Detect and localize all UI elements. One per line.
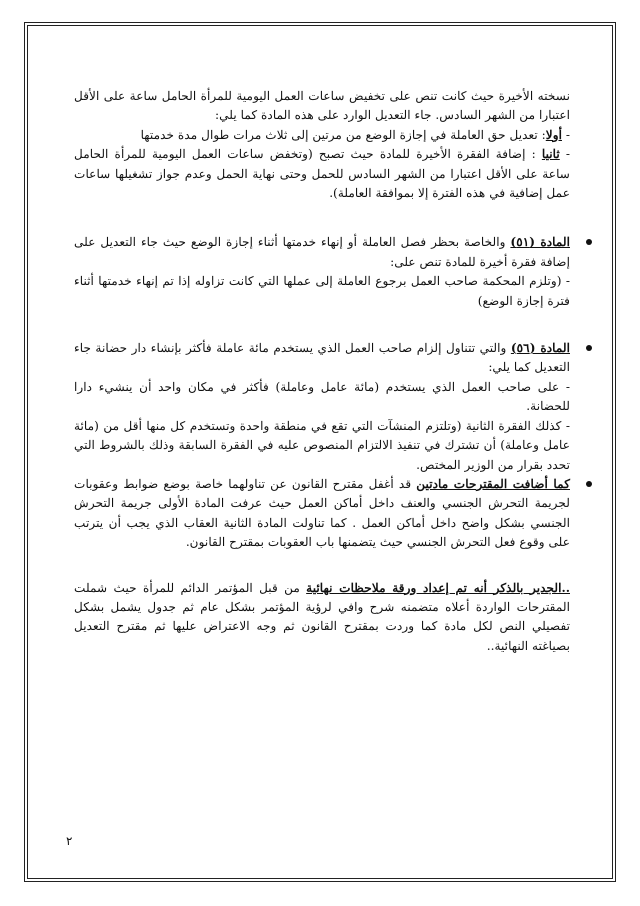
bullet-article-56 xyxy=(74,339,570,475)
article-51-text: والخاصة بحظر فصل العاملة أو إنهاء خدمتها أثناء إجازة الوضع حيث جاء التعديل على إضافة فقرة أخيرة للمادة تنص على: xyxy=(74,235,570,269)
bullet-icon xyxy=(586,481,592,487)
article-51-label: المادة (٥١) xyxy=(510,235,570,250)
page-number: ٢ xyxy=(66,834,73,848)
second-amendment: - ثانيا : إضافة الفقرة الأخيرة للمادة حيث تصبح (وتخفض ساعات العمل اليومية للمرأة الحامل ساعة على الأقل اعتبارا من الشهر السادس للحمل وحتى نهاية الحمل وعدم جواز تشغيلها ساعات عمل إضافية في هذه الفترة إلا بموافقة العاملة). xyxy=(74,147,571,201)
second-label: ثانيا xyxy=(541,147,560,162)
first-text: : تعديل حق العاملة في إجازة الوضع من مرتين إلى ثلاث مرات طوال مدة خدمتها xyxy=(140,127,546,142)
article-56-label: المادة (٥٦) xyxy=(510,341,570,356)
article-56-sub2: - كذلك الفقرة الثانية (وتلتزم المنشآت التي تقع في منطقة واحدة وتستخدم كل منها أقل من (مائة عامل وعاملة) أن تشترك في تنفيذ الالتزام المنصوص عليه في الفقرة السابقة وذلك بالشروط التي تحدد بقرار من الوزير المختص. xyxy=(74,418,570,472)
article-56-text: والتي تتناول إلزام صاحب العمل الذي يستخدم مائة عاملة فأكثر بإنشاء دار حضانة جاء التعديل كما يلي: xyxy=(74,341,570,375)
second-text: : إضافة الفقرة الأخيرة للمادة حيث تصبح (وتخفض ساعات العمل اليومية للمرأة الحامل ساعة على الأقل اعتبارا من الشهر السادس للحمل وحتى نهاية الحمل وعدم جواز تشغيلها ساعات عمل إضافية في هذه الفترة إلا بموافقة العاملة). xyxy=(74,147,570,201)
closing-label: ..الجدير بالذكر أنه تم إعداد ورقة ملاحظات نهائية xyxy=(306,580,570,595)
article-56-sub1: - على صاحب العمل الذي يستخدم (مائة عامل وعاملة) فأكثر في مكان واحد أن ينشيء دارا للحضانة. xyxy=(74,379,570,414)
intro-paragraph: نسخته الأخيرة حيث كانت تنص على تخفيض ساعات العمل اليومية للمرأة الحامل ساعة على الأقل اعتبارا من الشهر السادس. جاء التعديل الوارد على هذه المادة كما يلي: xyxy=(74,89,570,123)
bullet-article-51 xyxy=(74,233,570,311)
document-body xyxy=(74,87,570,656)
first-amendment: - أولا: تعديل حق العاملة في إجازة الوضع من مرتين إلى ثلاث مرات طوال مدة خدمتها xyxy=(140,127,570,142)
closing-text: من قبل المؤتمر الدائم للمرأة حيث شملت المقترحات الواردة أعلاه متضمنه شرح وافي لرؤية المؤتمر بشكل عام ثم جدول يشمل بشكل تفصيلي النص لكل مادة كما وردت بمقترح القانون ثم وجه الاعتراض عليها ثم مقترح التعديل بصياغته النهائية.. xyxy=(74,580,570,653)
first-label: أولا xyxy=(545,127,562,142)
new-articles-text: قد أغفل مقترح القانون عن تناولهما خاصة بوضع ضوابط وعقوبات لجريمة التحرش الجنسي والعنف داخل أماكن العمل حيث عرفت المادة الأولى جريمة التحرش الجنسي بشكل واضح داخل أماكن العمل . كما تناولت المادة الثانية العقاب الذي يجب أن يترتب على وقوع فعل التحرش الجنسي حيث يتضمنها باب العقوبات بمقترح القانون. xyxy=(74,476,570,550)
new-articles-label: كما أضافت المقترحات مادتين xyxy=(416,476,570,491)
closing-paragraph xyxy=(74,579,570,657)
bullet-new-articles xyxy=(74,475,570,553)
article-51-sub: - (وتلزم المحكمة صاحب العمل برجوع العاملة إلى عملها التي كانت تزاوله إذا تم إنهاء خدمتها أثناء فترة إجازة الوضع) xyxy=(74,274,570,308)
